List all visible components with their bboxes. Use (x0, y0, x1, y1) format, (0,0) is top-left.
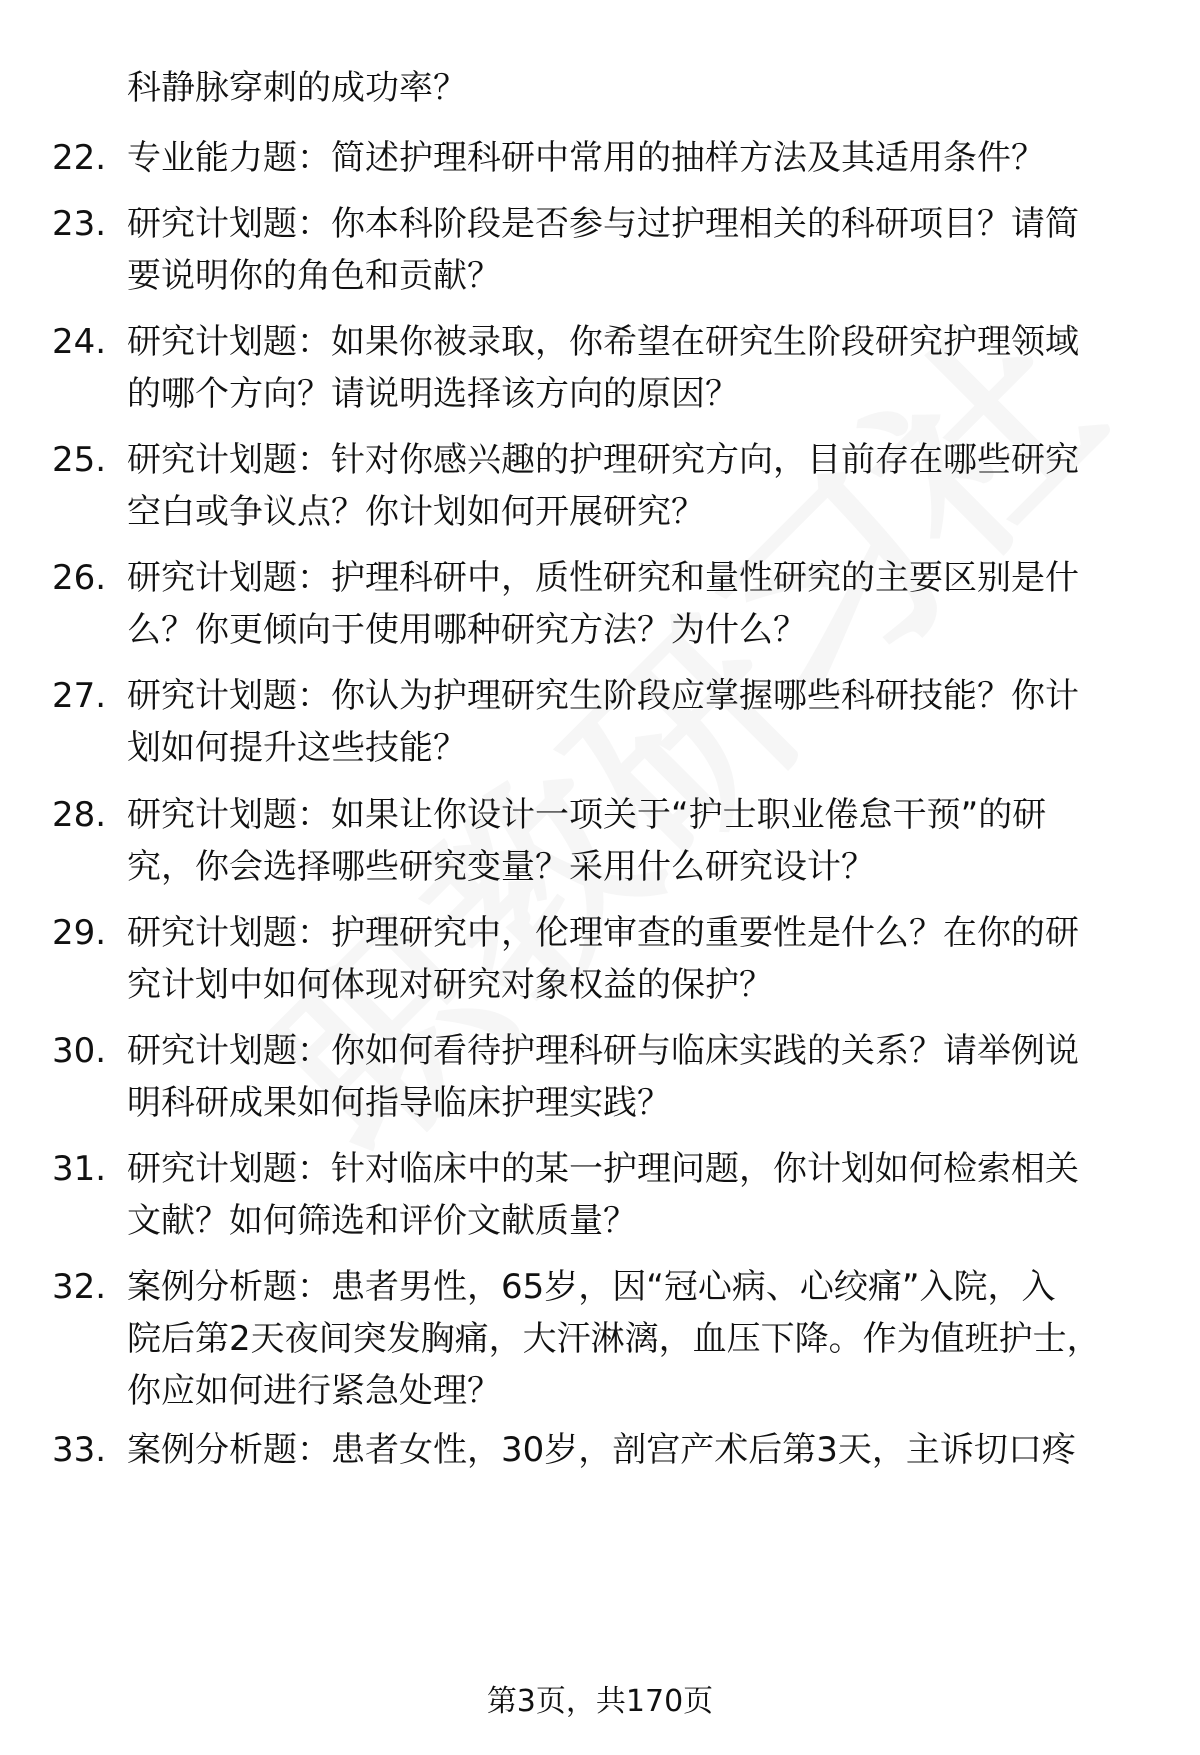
question-number: 30. (52, 1031, 107, 1071)
question-text (127, 132, 1167, 184)
question-text-line: 究，你会选择哪些研究变量？采用什么研究设计？ (127, 847, 875, 887)
question-number: 31. (52, 1149, 107, 1189)
question-text-line: 研究计划题：你认为护理研究生阶段应掌握哪些科研技能？你计 (127, 676, 1079, 716)
question-number: 22. (52, 138, 107, 178)
question-number: 29. (52, 913, 107, 953)
question-number: 24. (52, 322, 107, 362)
question-text-line: 研究计划题：如果让你设计一项关于“护士职业倦怠干预”的研 (127, 795, 1047, 835)
question-text-line: 研究计划题：如果你被录取，你希望在研究生阶段研究护理领域 (127, 322, 1079, 362)
question-text (127, 1261, 1167, 1417)
question-number: 27. (52, 676, 107, 716)
question-text-line: 研究计划题：针对临床中的某一护理问题，你计划如何检索相关 (127, 1149, 1079, 1189)
question-text-line: 研究计划题：你如何看待护理科研与临床实践的关系？请举例说 (127, 1031, 1079, 1071)
question-text (127, 1025, 1167, 1129)
question-text-line: 研究计划题：护理研究中，伦理审查的重要性是什么？在你的研 (127, 913, 1079, 953)
question-text-line: 么？你更倾向于使用哪种研究方法？为什么？ (127, 610, 807, 650)
question-text (127, 198, 1167, 302)
question-text (127, 316, 1167, 420)
question-text-line: 究计划中如何体现对研究对象权益的保护？ (127, 965, 773, 1005)
question-text-line: 研究计划题：护理科研中，质性研究和量性研究的主要区别是什 (127, 558, 1079, 598)
question-number: 33. (52, 1430, 107, 1470)
question-number: 26. (52, 558, 107, 598)
question-number: 23. (52, 204, 107, 244)
question-text (127, 1143, 1167, 1247)
question-text-line: 院后第2天夜间突发胸痛，大汗淋漓，血压下降。作为值班护士， (127, 1319, 1101, 1359)
question-text-line: 案例分析题：患者女性，30岁，剖宫产术后第3天，主诉切口疼 (127, 1430, 1076, 1470)
question-text-line: 文献？如何筛选和评价文献质量？ (127, 1201, 637, 1241)
question-text-line: 明科研成果如何指导临床护理实践？ (127, 1083, 671, 1123)
question-text-line: 研究计划题：针对你感兴趣的护理研究方向，目前存在哪些研究 (127, 440, 1079, 480)
question-number: 32. (52, 1267, 107, 1307)
question-text-line: 空白或争议点？你计划如何开展研究？ (127, 492, 705, 532)
page-footer: 第3页，共170页 (486, 1684, 714, 1719)
question-text-line: 的哪个方向？请说明选择该方向的原因？ (127, 374, 739, 414)
question-text (127, 552, 1167, 656)
question-number: 25. (52, 440, 107, 480)
question-text-line: 案例分析题：患者男性，65岁，因“冠心病、心绞痛”入院，入 (127, 1267, 1056, 1307)
question-text (127, 907, 1167, 1011)
question-text-line: 要说明你的角色和贡献？ (127, 256, 501, 296)
question-text-line: 研究计划题：你本科阶段是否参与过护理相关的科研项目？请简 (127, 204, 1079, 244)
continuation-text: 科静脉穿刺的成功率？ (127, 68, 467, 108)
question-text (127, 434, 1167, 538)
question-text (127, 789, 1167, 893)
question-text-line: 划如何提升这些技能？ (127, 728, 467, 768)
question-text-line: 你应如何进行紧急处理？ (127, 1371, 501, 1411)
question-text (127, 670, 1167, 774)
question-text-line: 专业能力题：简述护理科研中常用的抽样方法及其适用条件？ (127, 138, 1045, 178)
question-number: 28. (52, 795, 107, 835)
question-text (127, 1424, 1167, 1476)
